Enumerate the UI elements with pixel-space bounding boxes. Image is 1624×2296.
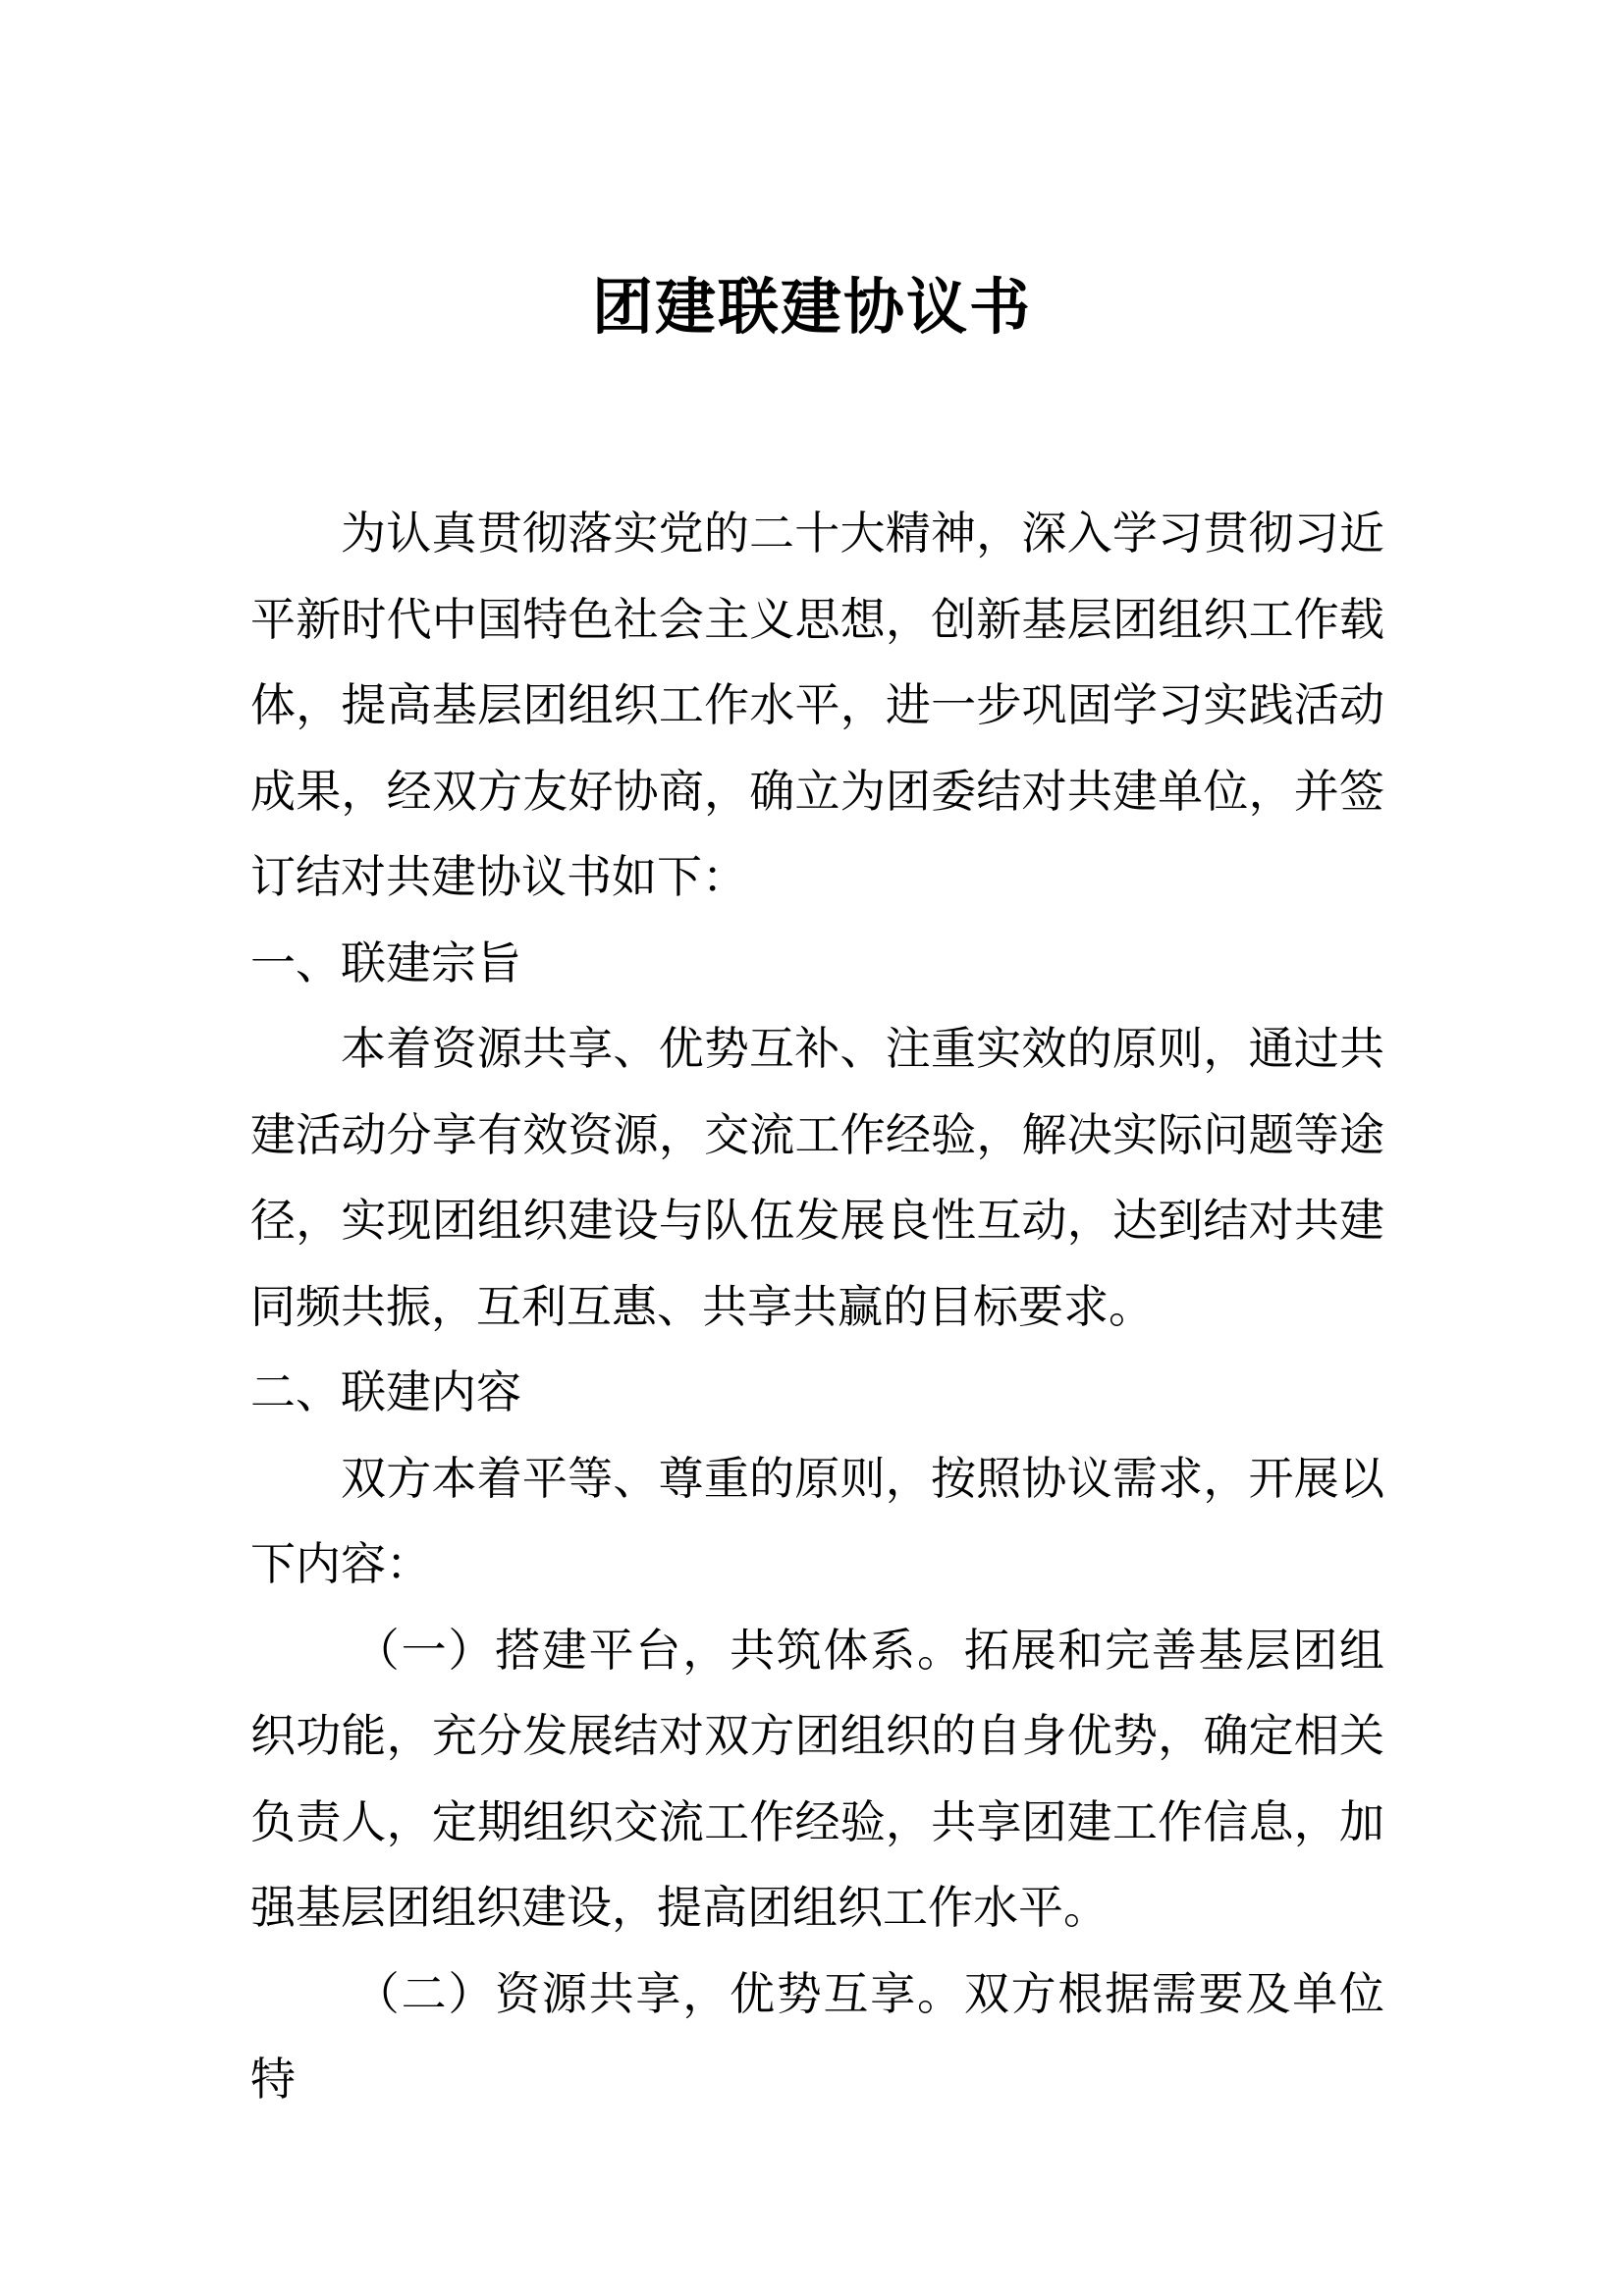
document-body [250,491,1384,2123]
content-intro-paragraph: 双方本着平等、尊重的原则，按照协议需求，开展以下内容： [250,1451,1384,1590]
intro-paragraph: 为认真贯彻落实党的二十大精神，深入学习贯彻习近平新时代中国特色社会主义思想，创新基层团组织工作载体，提高基层团组织工作水平，进一步巩固学习实践活动成果，经双方友好协商，确立为团委结对共建单位，并签订结对共建协议书如下： [250,507,1384,903]
section-heading-purpose: 一、联建宗旨 [250,935,521,989]
section-heading-content: 二、联建内容 [250,1365,521,1418]
purpose-paragraph: 本着资源共享、优势互补、注重实效的原则，通过共建活动分享有效资源，交流工作经验，解决实际问题等途径，实现团组织建设与队伍发展良性互动，达到结对共建同频共振，互利互惠、共享共赢的目标要求。 [250,1022,1384,1333]
document-title: 团建联建协议书 [591,271,1032,343]
content-item-1-paragraph: （一）搭建平台，共筑体系。拓展和完善基层团组织功能，充分发展结对双方团组织的自身优势，确定相关负责人，定期组织交流工作经验，共享团建工作信息，加强基层团组织建设，提高团组织工作水平。 [250,1623,1384,1934]
content-item-2-paragraph: （二）资源共享，优势互享。双方根据需要及单位特 [250,1966,1384,2106]
